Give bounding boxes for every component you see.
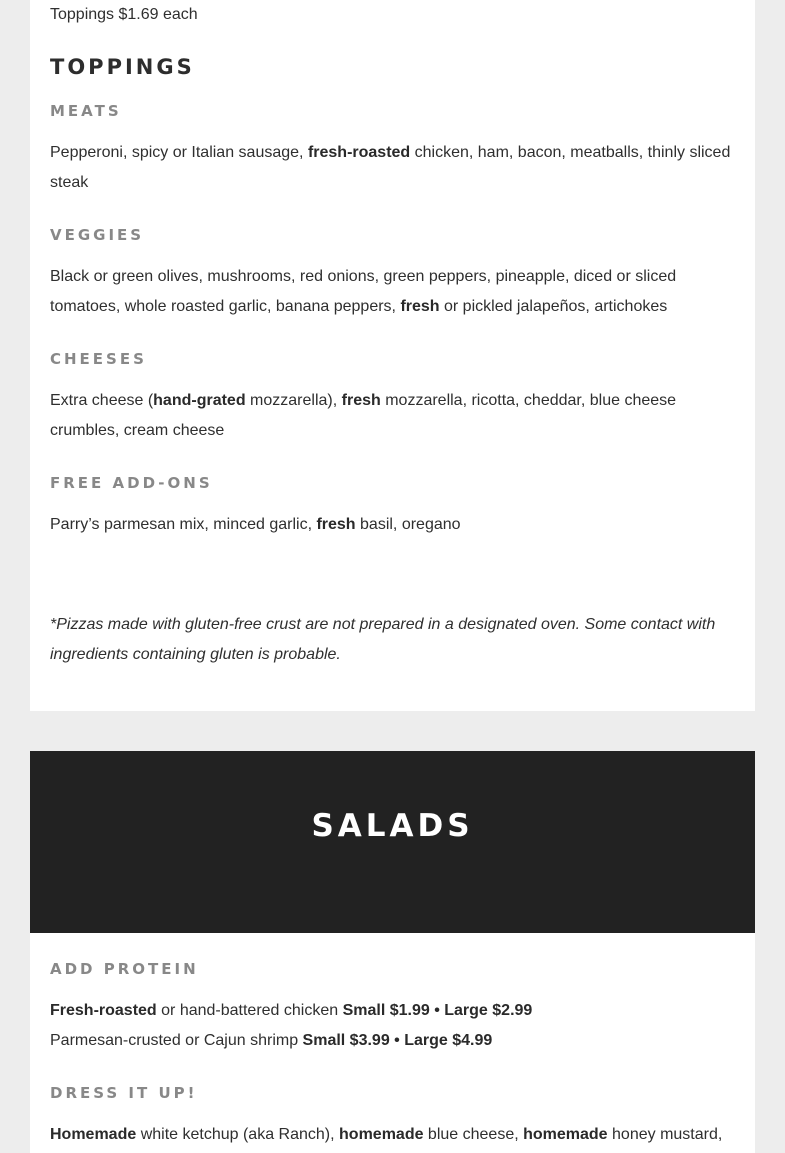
dress-it-up-heading: DRESS IT UP!: [50, 1084, 198, 1102]
free-addons-heading: FREE ADD-ONS: [50, 474, 213, 492]
protein-chicken-line: Fresh-roasted or hand-battered chicken Small $1.99 • Large $2.99: [50, 1002, 533, 1019]
free-addons-list: Parry’s parmesan mix, minced garlic, fresh basil, oregano: [50, 516, 461, 533]
dressings-list: Homemade white ketchup (aka Ranch), homemade blue cheese, homemade honey mustard,: [50, 1126, 723, 1143]
veggies-list: Black or green olives, mushrooms, red onions, green peppers, pineapple, diced or sliced tomatoes, whole roasted garlic, banana peppers, fresh or pickled jalapeños, artichokes: [50, 268, 677, 315]
toppings-price: Toppings $1.69 each: [50, 6, 198, 23]
shrimp-price: Small $3.99 • Large $4.99: [302, 1032, 493, 1049]
salads-title: SALADS: [311, 808, 474, 844]
chicken-price: Small $1.99 • Large $2.99: [342, 1002, 533, 1019]
toppings-heading: TOPPINGS: [50, 55, 195, 79]
add-protein-heading: ADD PROTEIN: [50, 960, 199, 978]
meats-heading: MEATS: [50, 102, 122, 120]
cheeses-heading: CHEESES: [50, 350, 147, 368]
veggies-heading: VEGGIES: [50, 226, 145, 244]
cheeses-list: Extra cheese (hand-grated mozzarella), fresh mozzarella, ricotta, cheddar, blue cheese crumbles, cream cheese: [50, 392, 677, 439]
protein-shrimp-line: Parmesan-crusted or Cajun shrimp Small $3.99 • Large $4.99: [50, 1032, 493, 1049]
meats-list: Pepperoni, spicy or Italian sausage, fresh-roasted chicken, ham, bacon, meatballs, thinly sliced steak: [50, 144, 731, 191]
gluten-free-note: *Pizzas made with gluten-free crust are not prepared in a designated oven. Some contact with ingredients containing gluten is probable.: [50, 616, 716, 663]
